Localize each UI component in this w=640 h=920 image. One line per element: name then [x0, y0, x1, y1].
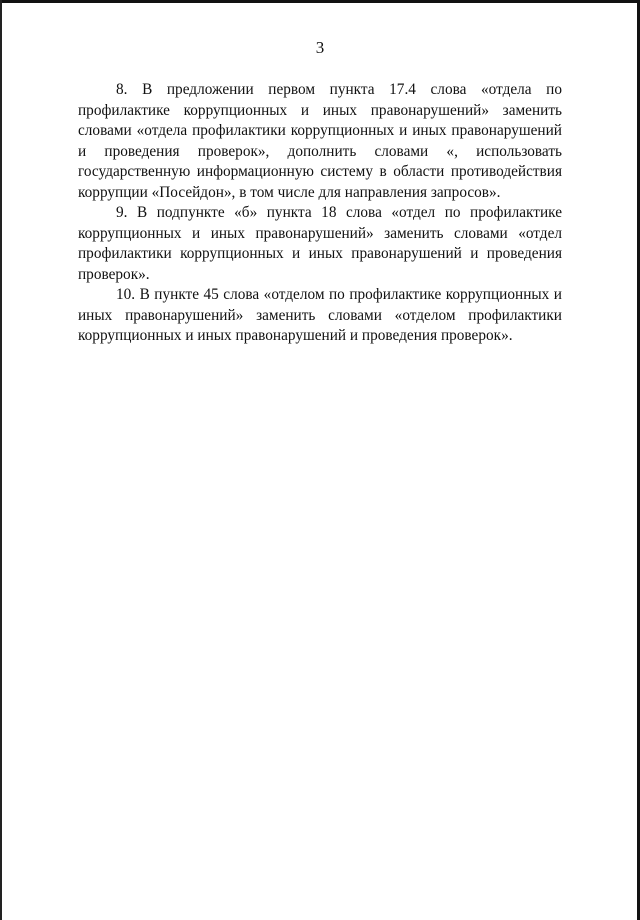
scan-edge-top	[0, 0, 640, 3]
page-number: 3	[315, 38, 325, 57]
paragraph-item-10: 10. В пункте 45 слова «отделом по профилактике коррупционных и иных правонарушений» заменить словами «отделом профилактики коррупционных и иных правонарушений и проведения проверок».	[78, 286, 562, 344]
paragraph-item-9: 9. В подпункте «б» пункта 18 слова «отдел по профилактике коррупционных и иных правонарушений» заменить словами «отдел профилактики коррупционных и иных правонарушений и проведения проверок».	[78, 204, 562, 283]
document-body	[78, 80, 562, 347]
scan-edge-left	[0, 0, 2, 920]
paragraph-item-8: 8. В предложении первом пункта 17.4 слова «отдела по профилактике коррупционных и иных правонарушений» заменить словами «отдела профилактики коррупционных и иных правонарушений и проведения проверок», дополнить словами «, использовать государственную информационную систему в области противодействия коррупции «Посейдон», в том числе для направления запросов».	[78, 81, 562, 201]
